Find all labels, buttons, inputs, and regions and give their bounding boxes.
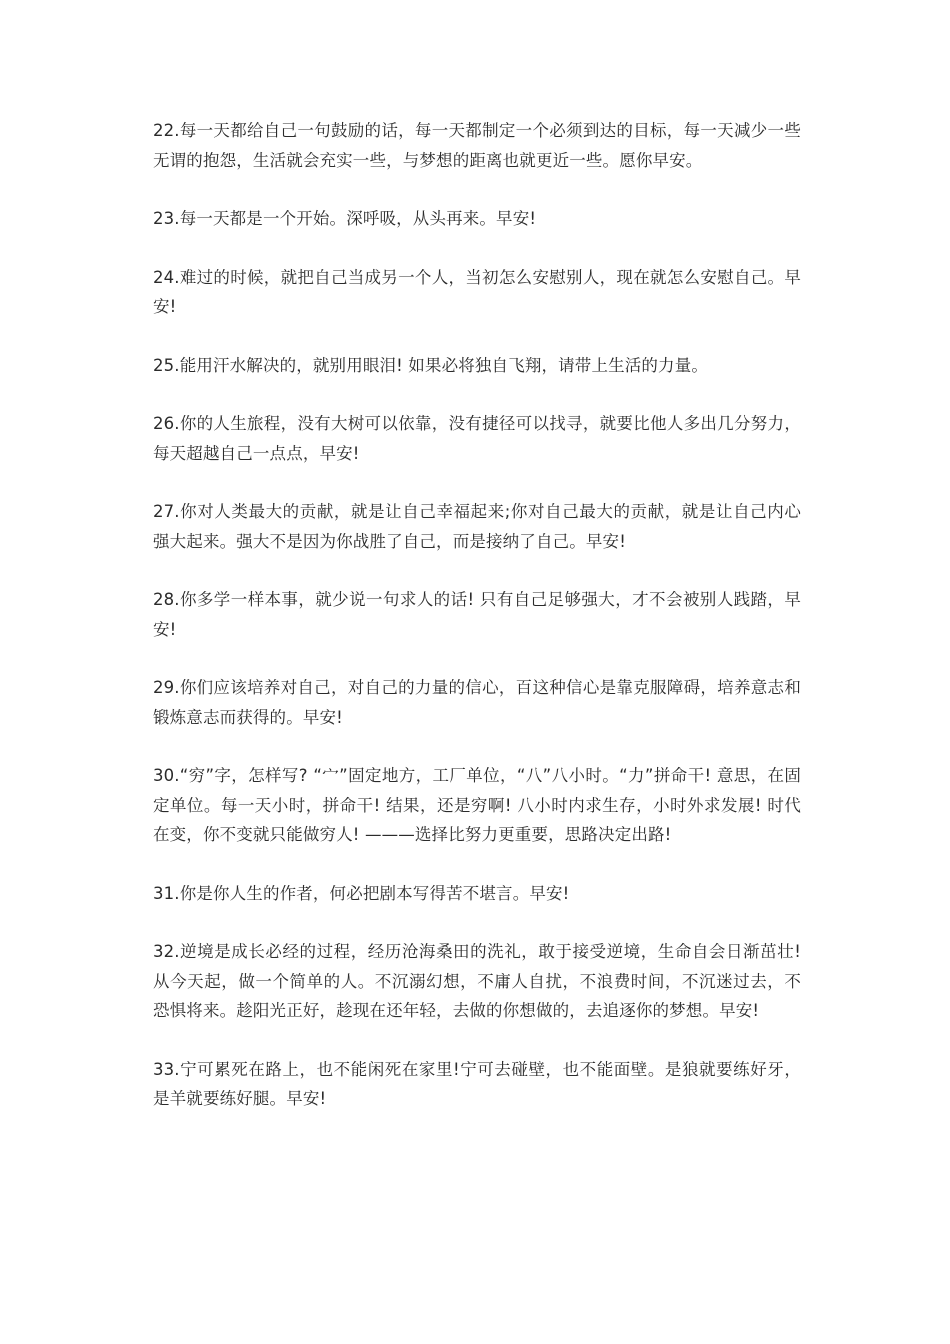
- paragraph-27: 27.你对人类最大的贡献，就是让自己幸福起来;你对自己最大的贡献，就是让自己内心强大起来。强大不是因为你战胜了自己，而是接纳了自己。早安!: [153, 502, 801, 551]
- paragraph-28: 28.你多学一样本事，就少说一句求人的话! 只有自己足够强大，才不会被别人践踏，早安!: [153, 590, 801, 639]
- paragraph-25: 25.能用汗水解决的，就别用眼泪! 如果必将独自飞翔，请带上生活的力量。: [153, 355, 708, 375]
- paragraph-30: 30.“穷”字，怎样写? “宀”固定地方，工厂单位，“八”八小时。“力”拼命干! 意思，在固定单位。每一天小时，拼命干! 结果，还是穷啊! 八小时内求生存，小时外求发展! 时代在变，你不变就只能做穷人! ———选择比努力更重要，思路决定出路!: [153, 766, 801, 844]
- paragraph-31: 31.你是你人生的作者，何必把剧本写得苦不堪言。早安!: [153, 883, 570, 903]
- paragraph-29: 29.你们应该培养对自己，对自己的力量的信心，百这种信心是靠克服障碍，培养意志和锻炼意志而获得的。早安!: [153, 678, 801, 727]
- paragraph-32: 32.逆境是成长必经的过程，经历沧海桑田的洗礼，敢于接受逆境，生命自会日渐茁壮! 从今天起，做一个简单的人。不沉溺幻想，不庸人自扰，不浪费时间，不沉迷过去，不恐惧将来。趁阳光正好，趁现在还年轻，去做的你想做的，去追逐你的梦想。早安!: [153, 942, 801, 1020]
- document-body: [153, 116, 801, 1143]
- paragraph-26: 26.你的人生旅程，没有大树可以依靠，没有捷径可以找寻，就要比他人多出几分努力，每天超越自己一点点，早安!: [153, 414, 801, 463]
- paragraph-23: 23.每一天都是一个开始。深呼吸，从头再来。早安!: [153, 209, 537, 228]
- paragraph-24: 24.难过的时候，就把自己当成另一个人，当初怎么安慰别人，现在就怎么安慰自己。早安!: [153, 267, 801, 316]
- paragraph-33: 33.宁可累死在路上，也不能闲死在家里!宁可去碰壁，也不能面壁。是狼就要练好牙，是羊就要练好腿。早安!: [153, 1059, 801, 1108]
- paragraph-22: 22.每一天都给自己一句鼓励的话，每一天都制定一个必须到达的目标，每一天减少一些无谓的抱怨，生活就会充实一些，与梦想的距离也就更近一些。愿你早安。: [153, 121, 801, 170]
